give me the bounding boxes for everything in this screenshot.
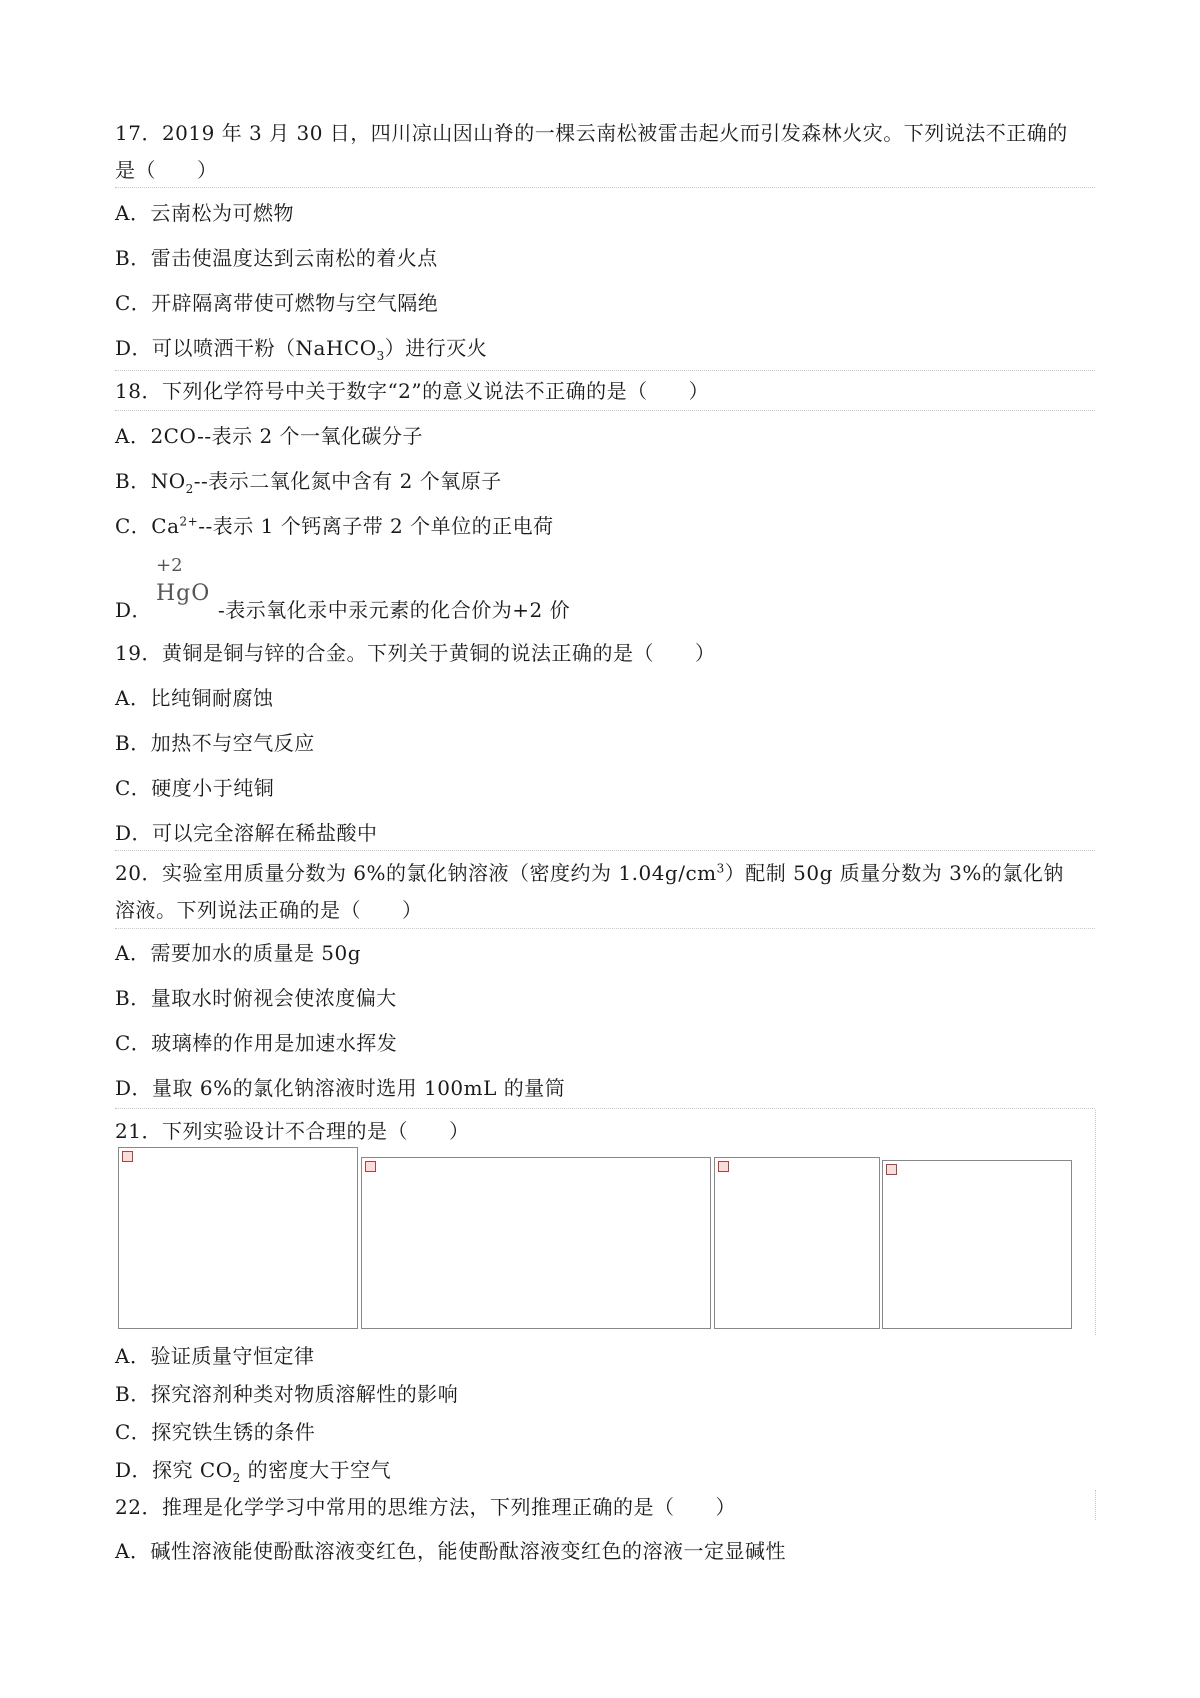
q20-option-a: A．需要加水的质量是 50g — [115, 941, 362, 965]
q20-stem-line2: 溶液。下列说法正确的是（ ） — [115, 898, 423, 922]
q18-option-d-text: -表示氧化汞中汞元素的化合价为+2 价 — [218, 598, 571, 622]
q20-option-b: B．量取水时俯视会使浓度偏大 — [115, 986, 397, 1010]
q18-option-c: C．$Ca^{2+}--$表示 1 个钙离子带 2 个单位的正电荷 — [115, 514, 554, 538]
divider — [1095, 1490, 1096, 1520]
q17-option-a: A．云南松为可燃物 — [115, 201, 294, 225]
divider — [115, 850, 1095, 851]
q18-option-d-label: D． — [115, 598, 153, 622]
q21-option-a: A．验证质量守恒定律 — [115, 1344, 315, 1368]
q18-option-a: A．2CO--表示 2 个一氧化碳分子 — [115, 424, 424, 448]
experiment-image-c — [714, 1157, 880, 1329]
q19-option-b: B．加热不与空气反应 — [115, 731, 315, 755]
q19-option-d: D．可以完全溶解在稀盐酸中 — [115, 821, 378, 845]
divider — [115, 928, 1095, 929]
q17-stem-line1: 17．2019 年 3 月 30 日，四川凉山因山脊的一棵云南松被雷击起火而引发森林火灾。下列说法不正确的 — [115, 121, 1068, 145]
divider — [1095, 1110, 1096, 1335]
q18-stem: 18．下列化学符号中关于数字“2”的意义说法不正确的是（ ） — [115, 379, 710, 403]
q19-option-a: A．比纯铜耐腐蚀 — [115, 686, 274, 710]
experiment-image-a — [118, 1147, 358, 1329]
broken-image-icon — [365, 1161, 376, 1172]
q20-option-d: D．量取 6%的氯化钠溶液时选用 100mL 的量筒 — [115, 1076, 566, 1100]
q19-option-c: C．硬度小于纯铜 — [115, 776, 275, 800]
broken-image-icon — [122, 1151, 133, 1162]
q21-option-b: B．探究溶剂种类对物质溶解性的影响 — [115, 1382, 459, 1406]
q17-option-d: D．可以喷洒干粉（NaHCO$_3$）进行灭火 — [115, 336, 488, 363]
q22-option-a: A．碱性溶液能使酚酞溶液变红色，能使酚酞溶液变红色的溶液一定显碱性 — [115, 1539, 786, 1563]
q19-stem: 19．黄铜是铜与锌的合金。下列关于黄铜的说法正确的是（ ） — [115, 641, 716, 665]
experiment-image-d — [882, 1160, 1072, 1329]
q17-option-c: C．开辟隔离带使可燃物与空气隔绝 — [115, 291, 439, 315]
divider — [115, 187, 1095, 188]
experiment-image-b — [361, 1157, 711, 1329]
valence-mark: +2 — [156, 555, 183, 576]
broken-image-icon — [718, 1161, 729, 1172]
q22-stem: 22．推理是化学学习中常用的思维方法，下列推理正确的是（ ） — [115, 1495, 736, 1519]
q17-option-b: B．雷击使温度达到云南松的着火点 — [115, 246, 438, 270]
q21-stem: 21．下列实验设计不合理的是（ ） — [115, 1119, 470, 1143]
divider — [115, 1108, 1095, 1109]
divider — [115, 410, 1095, 411]
q21-option-d: D．探究 $CO_2$ 的密度大于空气 — [115, 1458, 392, 1485]
broken-image-icon — [886, 1164, 897, 1175]
q18-option-b: B．$NO_2--$表示二氧化氮中含有 2 个氧原子 — [115, 469, 502, 496]
q20-option-c: C．玻璃棒的作用是加速水挥发 — [115, 1031, 398, 1055]
chemical-formula: HgO — [156, 581, 211, 606]
q20-stem-line1: 20．实验室用质量分数为 6%的氯化钠溶液（密度约为 $1.04g/cm^3$）配制 50g 质量分数为 3%的氯化钠 — [115, 861, 1064, 885]
divider — [115, 370, 1095, 371]
q17-stem-line2: 是（ ） — [115, 158, 218, 182]
mercury-oxide-valence-formula — [156, 555, 216, 615]
q21-option-c: C．探究铁生锈的条件 — [115, 1420, 316, 1444]
